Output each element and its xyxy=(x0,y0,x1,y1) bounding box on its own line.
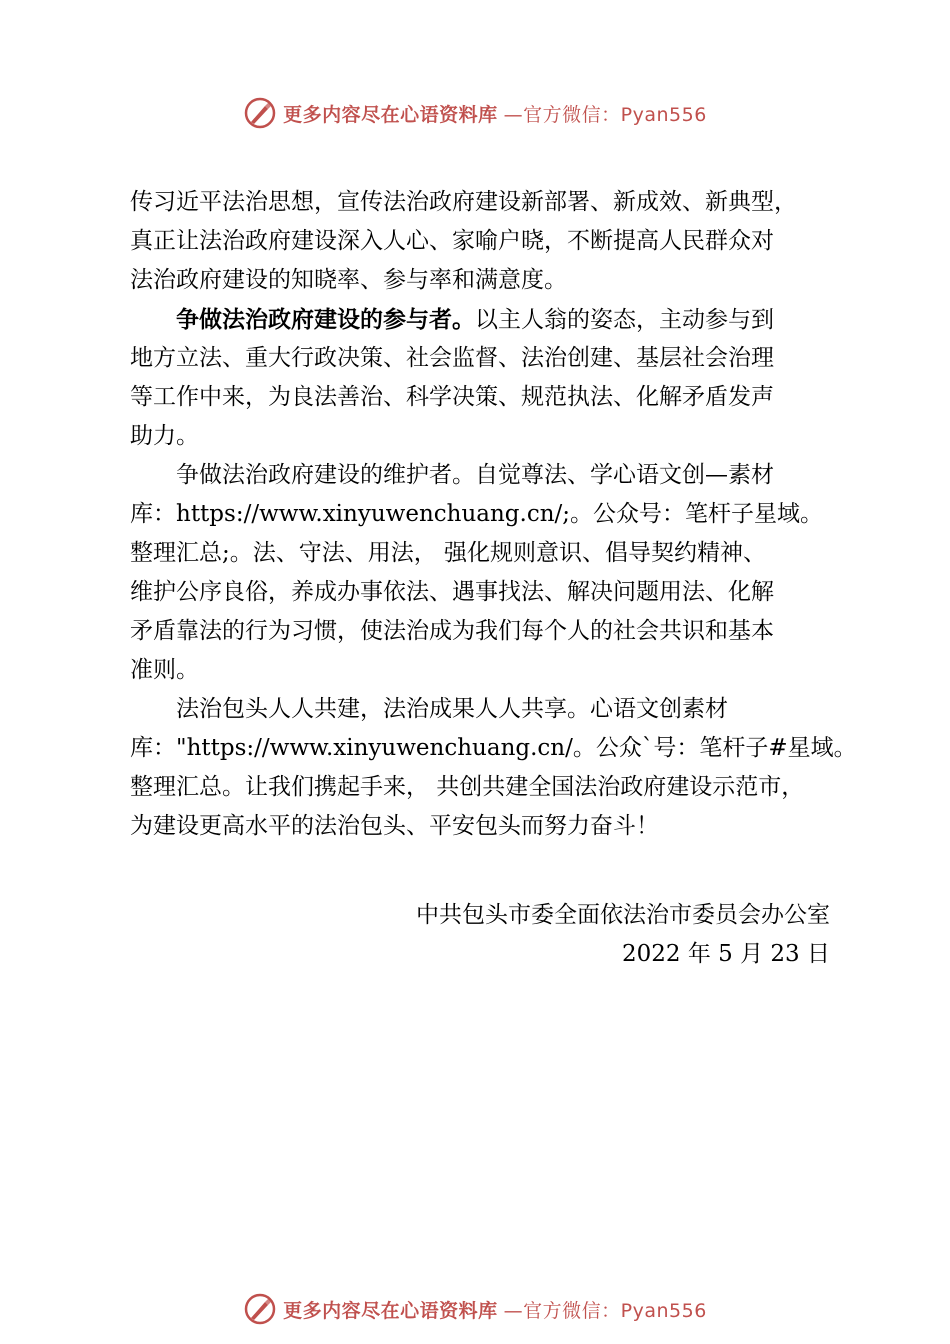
header-banner xyxy=(0,96,950,130)
text-line: 传习近平法治思想，宣传法治政府建设新部署、新成效、新典型， xyxy=(130,189,797,215)
document-body xyxy=(130,183,857,846)
banner-main-text: 更多内容尽在心语资料库 xyxy=(283,1299,498,1322)
paragraph-1 xyxy=(130,183,850,300)
text-line: 维护公序良俗，养成办事依法、遇事找法、解决问题用法、化解 xyxy=(130,579,774,605)
signature-org: 中共包头市委全面依法治市委员会办公室 xyxy=(416,902,830,928)
text-line: 库："https://www.xinyuwenchuang.cn/。公众`号：笔杆子#星域。 xyxy=(130,735,857,761)
pen-logo-icon xyxy=(243,96,277,130)
text-line xyxy=(130,300,850,339)
footer-banner xyxy=(0,1292,950,1326)
text-line: 为建设更高水平的法治包头、平安包头而努力奋斗！ xyxy=(130,813,659,839)
paragraph-lead: 争做法治政府建设的参与者。 xyxy=(176,306,475,333)
text-line: 整理汇总。让我们携起手来， 共创共建全国法治政府建设示范市， xyxy=(130,774,805,800)
pen-logo-icon xyxy=(243,1292,277,1326)
paragraph-3 xyxy=(130,456,850,690)
text-line: 地方立法、重大行政决策、社会监督、法治创建、基层社会治理 xyxy=(130,345,774,371)
banner-main-text: 更多内容尽在心语资料库 xyxy=(283,103,498,126)
text-line: 真正让法治政府建设深入人心、家喻户晓，不断提高人民群众对 xyxy=(130,228,774,254)
text-line: 准则。 xyxy=(130,657,199,683)
text-line: 矛盾靠法的行为习惯，使法治成为我们每个人的社会共识和基本 xyxy=(130,618,774,644)
text-line: 争做法治政府建设的维护者。自觉尊法、学心语文创—素材 xyxy=(176,462,774,488)
paragraph-2 xyxy=(130,300,850,456)
text-line: 等工作中来，为良法善治、科学决策、规范执法、化解矛盾发声 xyxy=(130,384,774,410)
paragraph-4 xyxy=(130,690,857,846)
text-line: 法治包头人人共建，法治成果人人共享。心语文创素材 xyxy=(176,696,728,722)
signature-block xyxy=(416,896,830,974)
text-line: 整理汇总;。法、守法、用法， 强化规则意识、倡导契约精神、 xyxy=(130,540,767,566)
text-line: 库：https://www.xinyuwenchuang.cn/;。公众号：笔杆子星域。 xyxy=(130,501,824,527)
banner-sub-text: —官方微信：Pyan556 xyxy=(503,1299,707,1322)
text-line: 助力。 xyxy=(130,423,199,449)
paragraph-lead-rest: 以主人翁的姿态，主动参与到 xyxy=(475,307,774,333)
banner-sub-text: —官方微信：Pyan556 xyxy=(503,103,707,126)
text-line: 法治政府建设的知晓率、参与率和满意度。 xyxy=(130,267,567,293)
signature-date: 2022 年 5 月 23 日 xyxy=(622,941,830,967)
